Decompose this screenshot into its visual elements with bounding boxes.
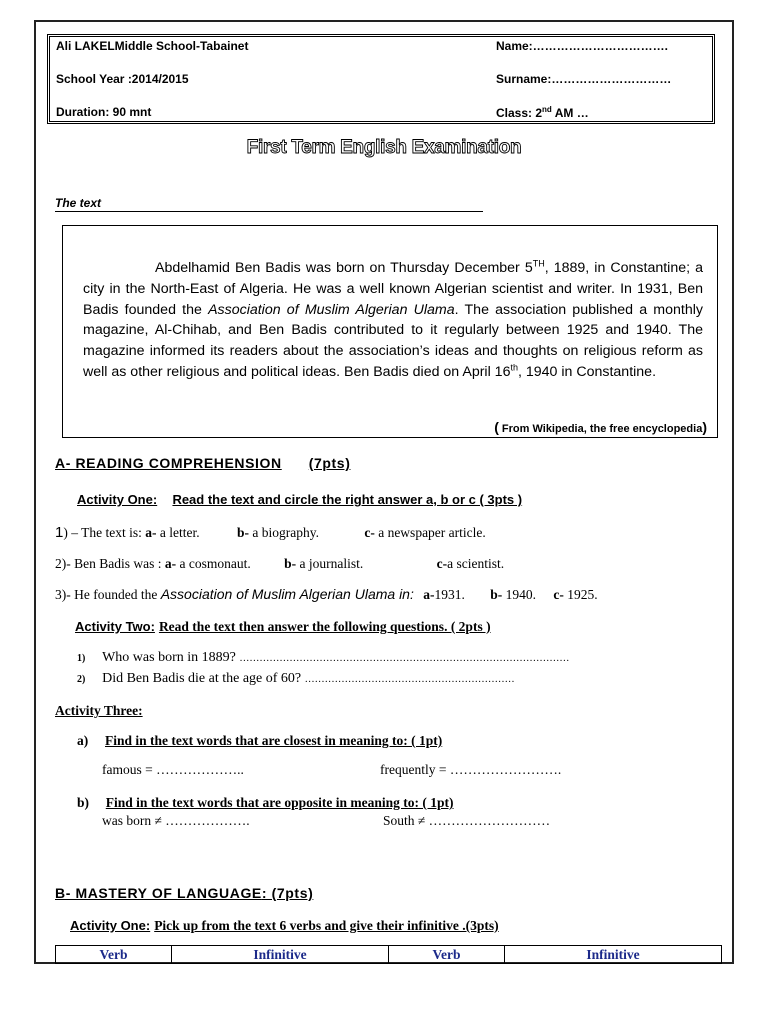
question-3: 3)- He founded the Association of Muslim Algerian Ulama in: a-1931. b- 1940. c- 1925. [55, 586, 598, 602]
activity-three-b: b) Find in the text words that are opposite in meaning to: ( 1pt) [77, 795, 454, 810]
activity-two-q2: 2) Did Ben Badis die at the age of 60? ……………………………………………………… [77, 671, 515, 686]
exam-title: First Term English Examination [246, 137, 522, 158]
section-a-heading: A- READING COMPREHENSION (7pts) [55, 455, 351, 471]
name-field[interactable]: Name:……………………………. [496, 39, 669, 53]
school-name: Ali LAKELMiddle School-Tabainet [56, 39, 249, 53]
activity-one-a: Activity One: Read the text and circle the right answer a, b or c ( 3pts ) [77, 492, 523, 507]
table-header-verb-1: Verb [56, 946, 172, 964]
question-2: 2)- Ben Badis was : a- a cosmonaut. b- a journalist. c-a scientist. [55, 556, 505, 571]
frequently-blank[interactable]: frequently = ……………………. [380, 762, 562, 777]
table-header-infinitive-2: Infinitive [505, 946, 722, 964]
header-box [47, 34, 715, 124]
table-header-row [56, 946, 722, 964]
was-born-blank[interactable]: was born ≠ ………………. [102, 813, 250, 828]
duration: Duration: 90 mnt [56, 105, 152, 119]
activity-two: Activity Two: Read the text then answer the following questions. ( 2pts ) [75, 619, 491, 634]
source-citation: ( From Wikipedia, the free encyclopedia) [494, 419, 707, 435]
table-header-infinitive-1: Infinitive [172, 946, 389, 964]
passage-text: Abdelhamid Ben Badis was born on Thursday December 5TH, 1889, in Constantine; a city in the North-East of Algeria. He was a well known Algerian scientist and writer. In 1931, Ben Badis founded the Association of Muslim Algerian Ulama. The association published a monthly magazine, Al-Chihab, and Ben Badis contributed to it regularly between 1925 and 1940. The magazine informed its readers about the association’s ideas and thoughts on religious reform as well as other religious and political ideas. Ben Badis died on April 16th, 1940 in Constantine. [83, 258, 703, 380]
activity-three-a: a) Find in the text words that are closest in meaning to: ( 1pt) [77, 733, 443, 748]
activity-one-b: Activity One: Pick up from the text 6 verbs and give their infinitive .(3pts) [70, 918, 499, 933]
table-header-verb-2: Verb [388, 946, 504, 964]
famous-blank[interactable]: famous = ……………….. [102, 762, 244, 777]
text-label: The text [55, 196, 483, 212]
verb-infinitive-table [55, 945, 722, 964]
surname-field[interactable]: Surname:………………………… [496, 72, 672, 86]
question-1: 1) – The text is: a- a letter. b- a biography. c- a newspaper article. [55, 524, 486, 541]
activity-two-q1: 1) Who was born in 1889? ……………………………………………………………………………………… [77, 650, 570, 665]
activity-three-heading: Activity Three: [55, 703, 143, 718]
school-year: School Year :2014/2015 [56, 72, 189, 86]
passage-box [62, 225, 718, 438]
south-blank[interactable]: South ≠ ……………………… [383, 813, 551, 828]
section-b-heading: B- MASTERY OF LANGUAGE: (7pts) [55, 885, 314, 901]
class-field[interactable]: Class: 2nd AM … [496, 105, 589, 120]
